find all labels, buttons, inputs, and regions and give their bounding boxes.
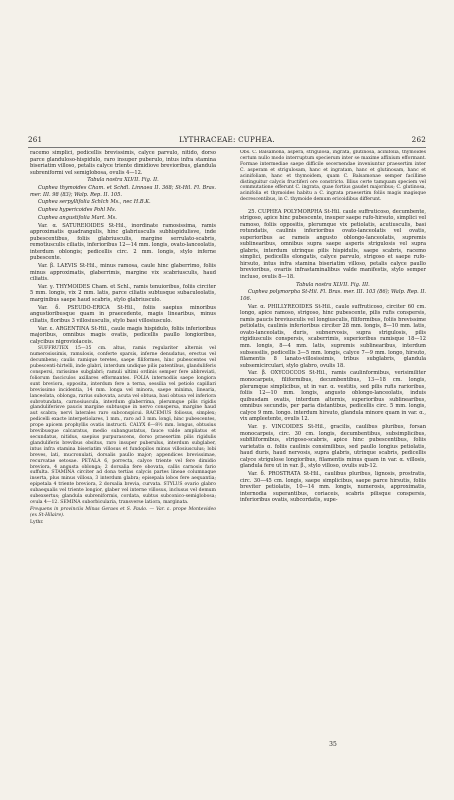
paragraph: Var. β. LAEVIS St-Hil., minus ramosa, caule hinc glaberrimo, foliis minus approximatis, glaberrimis, margine vix scabriusculis, haud ciliatis.	[30, 263, 216, 283]
paragraph: Var. α. PHILLYREOIDES St-Hil., caule suffruticoso, circiter 60 cm. longo, apice ramoso, strigoso, hinc pubescente, pilis rufis conspersis, ramis paucis breviusculis vel longiusculis, filiformibus, foliis brevissime petiolatis, caulinis inferioribus circiter 28 mm. longis, 8—10 mm. latis, ovato-lanceolatis, duris, subnervosis, supra strigulosis, pilis rigidiusculis conspersis, scaberrimis, superioribus ramisque 18—12 mm. longis, 8—4 mm. latis, supremis sublinearibus, interdum subsessilis, pedicellis 3—5 mm. longis, calyce 7—9 mm. longo, hirsuto, filamentis 8 lanato-villosissimis, tribus subglabris, glandula subsemicirculari, stylo glabro, ovulis 18.	[240, 303, 426, 369]
signature-mark: 35	[329, 741, 337, 748]
paragraph	[240, 204, 426, 207]
paragraph: Obs. C. Balsamona, aspera, strigulosa, ingrata, glutinosa, acinifolia, thymoides certum nullo modo interruptum specierum inter se maxime affinium efformant. Formae intermediae saepe difficile secernendae inveniuntur praesertim inter C. asperam et strigulosam, hanc et ingratam, hanc et glutinosam, hanc et acinifoliam, hanc et thymoidem, quam C. Balsamonae semper facillime distinguitur calycis fructiferi ore constricto. Illius certe tamquam speciem vel commutatione efferunt C. ingrata, quae fortius gaudet majoribus; C. glutinosa, acinifolia et thymoides habitu a C. ingrata praesertim foliis magis magisque decrescentibus, in C. thymoide demum ericoidibus differunt.	[240, 150, 426, 203]
paragraph: Cuphea hypericoides Pohl Ms.	[38, 207, 117, 214]
paragraph: Tabula nostra XLVII. Fig. II.	[87, 177, 159, 184]
paragraph: Frequens in provinciis Minas Geraes et S. Paulo. — Var. ε. prope Montevideo (ex St-Hilaire).	[30, 507, 216, 518]
running-header	[28, 135, 426, 147]
paragraph: Var. α. SATUREIOIDES St-Hil., inordinate ramosissima, ramis approximatis quadrangulis, hinc glabriusculis subhispidulisve, inde pubescentibus, foliis glabriusculis, margine serrulato-scabris, remotiusculis ciliatis, inferioribus 12—14 mm. longis, ovato-lanceolatis, interdum oblongis; pedicellis circ. 2 mm. longis, stylo inferne pubescente.	[30, 222, 216, 262]
paragraph: 25. CUPHEA POLYMORPHA St-Hil. caule suffruticoso, decumbente, strigoso, apice hinc pubescente, insuper saepe rufo-hirsuto, simplici vel ramoso, foliis oppositis, plerumque vix petiolatis, acutiusculis, basi rotundatis, caulinis inferioribus ovato-lanceolatis vel ovatis, superioribus ac rameis angusto oblongo-lanceolatis, supremis sublinearibus, omnibus supra saepe asperis strigulosis vel supra glabris, interdum utrinque pilis hispidulis, saepe scabris, racemo simplici, pedicellis elongatis, calyce parvulo, strigoso et saepe rufo-hirsuto, intus infra stamina biseriatim villoso, petalis calyce paullo brevioribus, ovariis infrastaminalibus valde manifestis, stylo semper incluso, ovulis 8—18.	[240, 208, 426, 280]
paragraph: Var. ε. ARGENTINA St-Hil., caule magis hispidulo, foliis inferioribus majoribus, omnibus magis ovatis, pedicellis paullo longioribus, calycibus nigroviolaceis.	[30, 325, 216, 345]
right-column	[240, 150, 426, 756]
paragraph: Var. γ. VINCOIDES St-Hil., gracilis, caulibus pluribus, forsan monocarpeis, circ. 30 cm. longis, decumbentibus, subsimplicibus, subfiliformibus, strigoso-scabris, apice hinc pubescentibus, foliis varietatis α. foliis caulinis consimilibus, sed paullo longius petiolatis, haud duris, haud nervosis, supra glabris, utrinque scabris, pedicellis calyce strigulose longioribus, filamentis minus quam in var. α. villosis, glandula fere ut in var. β., stylo villoso, ovulis sub-12.	[240, 423, 426, 470]
paragraph: Cuphea serpyllifolia Schlch Ms., nec H.B.K.	[38, 199, 151, 206]
paragraph: Cuphea polymorpha St-Hil. Fl. Bras. mer. III. 103 (86); Walp. Rep. II. 106.	[240, 289, 426, 303]
paragraph: Var. γ. THYMOIDES Cham. et Schl., ramis tenuioribus, foliis circiter 5 mm. longis, vix 2 mm. latis, parce ciliatis subtusque subaculeolatis, marginibus saepe haud scabris, stylo glabriusculo.	[30, 283, 216, 303]
page-number-right: 262	[411, 135, 426, 144]
paragraph: Var. δ. PSEUDO-ERICA St-Hil., foliis saepius minoribus angustioribusque quam in praecedente, magis linearibus, minus ciliatis, floribus 3 villosiusculis, stylo basi villosiusculo.	[30, 304, 216, 324]
paragraph: Var. δ. PROSTRATA St-Hil., caulibus pluribus, lignosis, prostratis, circ. 30—45 cm. longis, saepe simplicibus, saepe parce hirsutis, foliis breviter petiolatis, 10—14 mm. longis, numerosis, approximatis, internodia superantibus, coriaceis, scabris pilisque conspersis, inferioribus ovatis, subcordatis, supe-	[240, 470, 426, 504]
running-title: LYTHRACEAE: CUPHEA.	[179, 135, 275, 144]
paragraph: racemo simplici, pedicellis brevissimis, calyce parvulo, nitido, dorso parce glanduloso-hispidulo, raro insuper puberulo, intus infra stamina biseriatim villoso, petalis calyce triente dimidiove brevioribus, glandula subreniformi vel semiglobosa, ovulis 4—12.	[30, 150, 216, 176]
header-rule	[28, 147, 426, 148]
paragraph: Tabula nostra XLVII. Fig. III.	[296, 281, 370, 288]
paragraph: Cuphea angustifolia Mart. Ms.	[38, 214, 117, 221]
left-column	[30, 150, 216, 756]
paragraph: Var. β. OXYCOCCOS St-Hil., ramis caulinformibus, verisimiliter monocarpeis, filiformibus, decumbentibus, 13—18 cm. longis, plerumque simplicibus, ut in var. α. vestitis, sed pilis rufis rarioribus, foliis 12—10 mm. longis, angusto oblongo-lanceolatis, induis quibusdam ovatis, interdum alternis, superioribus sublinearibus, omnibus secundis, per paria distantibus, pedicellis circ. 5 mm. longis, calyce 9 mm. longo. interdum hirsuto, glandula minore quam in var. α., vix ampleetente, ovulis 12.	[240, 370, 426, 423]
paragraph: Lythr.	[30, 520, 44, 526]
page-number-left: 261	[28, 135, 43, 144]
paragraph: Cuphea thymoides Cham. et Schdl. Linnaea II. 368; St-Hil. Fl. Bras. mer. III. 98 (83); Walp. Rep. II. 105.	[30, 185, 216, 198]
paragraph: SUFFRUTEX 15—35 cm. altus, ramis regulariter alternis vel numerosissimis, ramulosis, conferte sparsis, inferne denudatus, erectus vel decumbens; caulis ramique teretes, saepe filiformes, hinc pubescentes vel pubescenti-hirtelli, inde glabri, interdum undique pilis patentibus, glanduliferis conspersi, rarissime subglabri; ramuli ultimi ordinis semper fere abbreviati, foliorum fasciculos axillares efformantes. FOLIA internodiis saepe longiora sunt breviora, opposita, interdum fere a terna, sessilia vel petiolo capillari brevissimo incidentia, 14 mm. longa vel minora, saepe minima, linearia, lanceolata, oblonga, rarius subovata, acuta vel obtusa, basi obtusa vel inferiora subrotundata, carnosiuscula, interdum glaberrima, plerumque pilis rigidis glanduliferisve paucis margine subtusque in nervo conspersa, margine haud aut scabra; nervi laterales raro subconspicui. RACEMUS foliosus, simplex; pedicelli exacte interpetiolares, 1 mm., raro ad 3 mm. longi, hinc pubescentes, prope apicem prophyllis ovatis instructi. CALYX 6—8½ mm. longus, obtusius brevibusque calcaratus, medio subangustatus, fauce valde ampliatus et secundatus, nitidus, saepius purpurascens, dorso praesertim pilis rigidulis glanduliferis brevibus obsitus, raro insuper puberulus, interdum subglaber, intus infra stamina biseriatim villosus et fundopilos minus villosiusculus; lobi breves, lati, mucronulati, dorsalis paullo major; appendices brevissimae, recurvatae setosae. PETALA 6, porrecta, calyce triente vel fere dimidio breviora, 4 angusta oblonga; 2 dorsalia fere obovata, callis carnosis fario suffulta. STAMINA circiter ad dona tertias calycis partes lineae columnaque inserta, plus minus villosa, 3 interdum glabra; episepala lobos fere aequantia; epipetala 4 triente breviora, 2 dorsalia brevia, curvata. STYLUS ovario glabro subaequalis vel triente longior, glaber vel interne villosus, inclusus vel demum subexsertus; glandula subreniformis, cordata, subtus subconico-semiglobosa; ovula 4—12. SEMINA suborbicularia, transverse latiora, marginata.	[30, 346, 216, 505]
